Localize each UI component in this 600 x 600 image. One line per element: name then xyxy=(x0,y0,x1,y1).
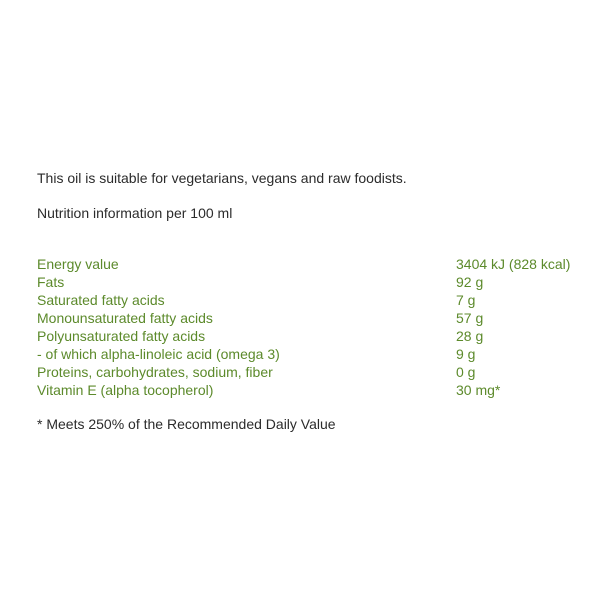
nutrient-value: 30 mg* xyxy=(456,382,501,398)
nutrition-row-omega3 xyxy=(37,345,577,363)
nutrient-label: Saturated fatty acids xyxy=(37,292,165,308)
nutrition-row-vitamin-e xyxy=(37,381,577,399)
nutrient-value: 7 g xyxy=(456,292,476,308)
nutrition-row-proteins xyxy=(37,363,577,381)
nutrient-value: 0 g xyxy=(456,364,476,380)
nutrient-label: Proteins, carbohydrates, sodium, fiber xyxy=(37,364,273,380)
daily-value-footnote: * Meets 250% of the Recommended Daily Value xyxy=(37,416,336,432)
nutrition-row-fats xyxy=(37,273,577,291)
nutrient-value: 92 g xyxy=(456,274,484,290)
nutrient-value: 3404 kJ (828 kcal) xyxy=(456,256,571,272)
nutrient-value: 9 g xyxy=(456,346,476,362)
nutrition-row-energy xyxy=(37,255,577,273)
nutrition-table xyxy=(37,255,577,399)
nutrient-value: 57 g xyxy=(456,310,484,326)
nutrient-label: Vitamin E (alpha tocopherol) xyxy=(37,382,214,398)
nutrition-row-polyunsaturated xyxy=(37,327,577,345)
nutrient-label: Fats xyxy=(37,274,65,290)
nutrition-row-monounsaturated xyxy=(37,309,577,327)
nutrition-row-saturated xyxy=(37,291,577,309)
nutrient-label: Monounsaturated fatty acids xyxy=(37,310,213,326)
nutrient-label: - of which alpha-linoleic acid (omega 3) xyxy=(37,346,280,362)
nutrient-value: 28 g xyxy=(456,328,484,344)
suitability-statement: This oil is suitable for vegetarians, vegans and raw foodists. xyxy=(37,170,407,186)
nutrient-label: Energy value xyxy=(37,256,119,272)
nutrition-title: Nutrition information per 100 ml xyxy=(37,205,233,221)
nutrient-label: Polyunsaturated fatty acids xyxy=(37,328,206,344)
